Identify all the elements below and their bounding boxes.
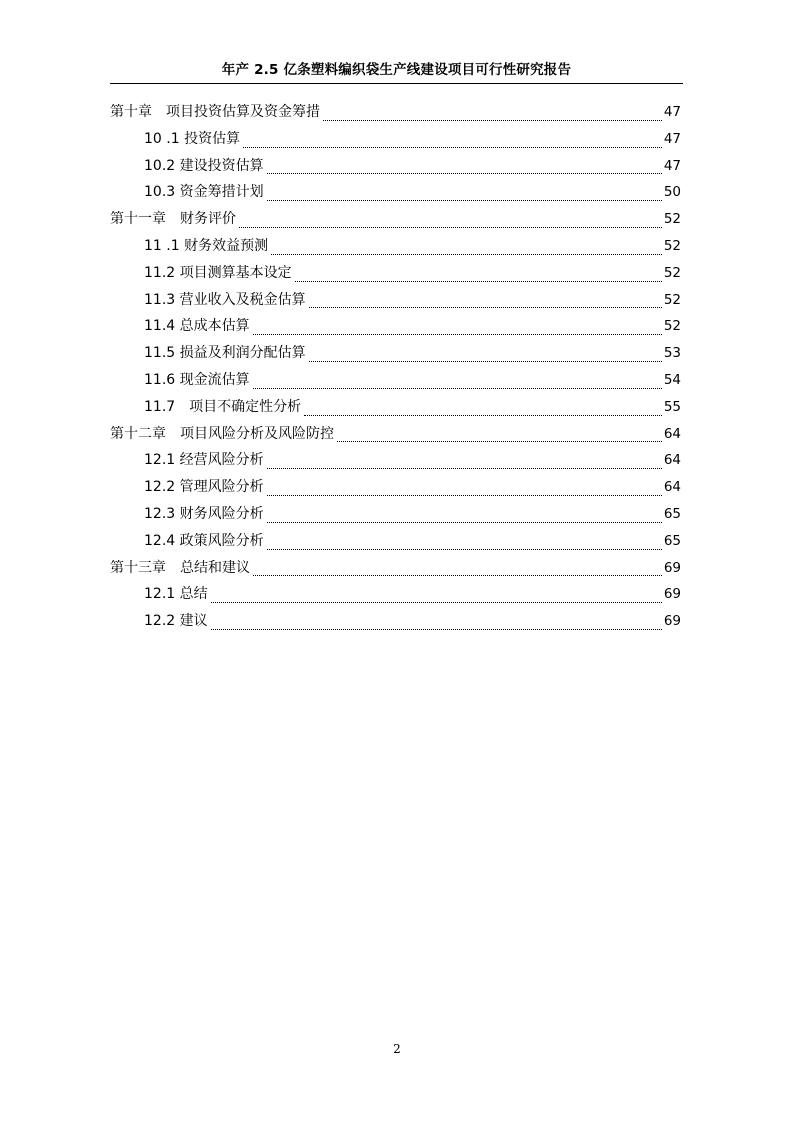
toc-entry-title: 11 .1 财务效益预测 (144, 237, 269, 254)
toc-entry-page: 52 (663, 237, 681, 254)
toc-section-entry[interactable] (110, 128, 681, 155)
toc-entry-page: 52 (663, 318, 681, 335)
toc-entry-page: 52 (663, 264, 681, 281)
toc-entry-page: 69 (663, 586, 681, 603)
toc-section-entry[interactable] (110, 155, 681, 182)
toc-entry-page: 47 (663, 157, 681, 174)
running-header: 年产 2.5 亿条塑料编织袋生产线建设项目可行性研究报告 (221, 62, 572, 78)
toc-chapter-entry[interactable] (110, 101, 681, 128)
toc-chapter-entry[interactable] (110, 423, 681, 450)
table-of-contents (110, 101, 681, 637)
toc-chapter-entry[interactable] (110, 557, 681, 584)
toc-entry-title: 第十章 项目投资估算及资金筹措 (110, 104, 320, 120)
toc-entry-page: 64 (663, 425, 681, 442)
toc-entry-page: 52 (663, 211, 681, 228)
toc-entry-title: 12.2 建议 (144, 613, 208, 630)
toc-dot-leader (337, 441, 662, 442)
toc-dot-leader (267, 468, 662, 469)
toc-entry-page: 50 (663, 184, 681, 201)
toc-entry-title: 第十三章 总结和建议 (110, 559, 250, 576)
toc-section-entry[interactable] (110, 342, 681, 369)
toc-entry-title: 12.4 政策风险分析 (144, 532, 264, 549)
toc-dot-leader (267, 200, 662, 201)
toc-section-entry[interactable] (110, 449, 681, 476)
toc-entry-title: 第十二章 项目风险分析及风险防控 (110, 425, 334, 442)
toc-section-entry[interactable] (110, 610, 681, 637)
toc-section-entry[interactable] (110, 315, 681, 342)
toc-section-entry[interactable] (110, 503, 681, 530)
toc-entry-title: 12.2 管理风险分析 (144, 479, 264, 496)
toc-entry-title: 10.2 建设投资估算 (144, 157, 264, 174)
toc-entry-title: 11.2 项目测算基本设定 (144, 264, 292, 281)
page-number: 2 (393, 1042, 401, 1056)
toc-dot-leader (253, 334, 662, 335)
toc-section-entry[interactable] (110, 396, 681, 423)
toc-entry-title: 12.1 经营风险分析 (144, 452, 264, 469)
toc-section-entry[interactable] (110, 530, 681, 557)
toc-entry-title: 10.3 资金筹措计划 (144, 184, 264, 201)
toc-entry-title: 第十一章 财务评价 (110, 211, 236, 228)
toc-entry-title: 11.4 总成本估算 (144, 318, 250, 335)
toc-entry-page: 64 (663, 452, 681, 469)
toc-entry-page: 54 (663, 371, 681, 388)
toc-dot-leader (267, 522, 662, 523)
toc-entry-page: 69 (663, 613, 681, 630)
toc-entry-page: 47 (663, 130, 681, 147)
toc-entry-page: 64 (663, 479, 681, 496)
toc-entry-title: 11.7 项目不确定性分析 (144, 398, 302, 415)
toc-dot-leader (304, 415, 662, 416)
toc-entry-page: 47 (663, 104, 681, 120)
toc-entry-page: 65 (663, 505, 681, 522)
toc-dot-leader (323, 120, 662, 121)
toc-entry-title: 12.3 财务风险分析 (144, 505, 264, 522)
toc-dot-leader (239, 227, 662, 228)
toc-dot-leader (267, 173, 662, 174)
toc-entry-page: 53 (663, 345, 681, 362)
toc-entry-title: 11.3 营业收入及税金估算 (144, 291, 306, 308)
toc-entry-page: 52 (663, 291, 681, 308)
toc-section-entry[interactable] (110, 476, 681, 503)
toc-section-entry[interactable] (110, 181, 681, 208)
toc-dot-leader (267, 549, 662, 550)
toc-entry-page: 55 (663, 398, 681, 415)
toc-section-entry[interactable] (110, 262, 681, 289)
toc-section-entry[interactable] (110, 583, 681, 610)
toc-section-entry[interactable] (110, 369, 681, 396)
toc-dot-leader (271, 254, 662, 255)
toc-entry-page: 69 (663, 559, 681, 576)
toc-dot-leader (211, 629, 662, 630)
toc-dot-leader (267, 495, 662, 496)
toc-entry-title: 12.1 总结 (144, 586, 208, 603)
toc-entry-title: 11.5 损益及利润分配估算 (144, 345, 306, 362)
header-rule (110, 83, 683, 84)
toc-dot-leader (243, 147, 662, 148)
toc-dot-leader (309, 307, 662, 308)
toc-dot-leader (211, 602, 662, 603)
toc-chapter-entry[interactable] (110, 208, 681, 235)
toc-dot-leader (295, 281, 662, 282)
toc-dot-leader (253, 575, 662, 576)
toc-entry-title: 11.6 现金流估算 (144, 371, 250, 388)
toc-entry-page: 65 (663, 532, 681, 549)
toc-section-entry[interactable] (110, 289, 681, 316)
toc-dot-leader (309, 361, 662, 362)
toc-entry-title: 10 .1 投资估算 (144, 130, 241, 147)
toc-section-entry[interactable] (110, 235, 681, 262)
toc-dot-leader (253, 388, 662, 389)
